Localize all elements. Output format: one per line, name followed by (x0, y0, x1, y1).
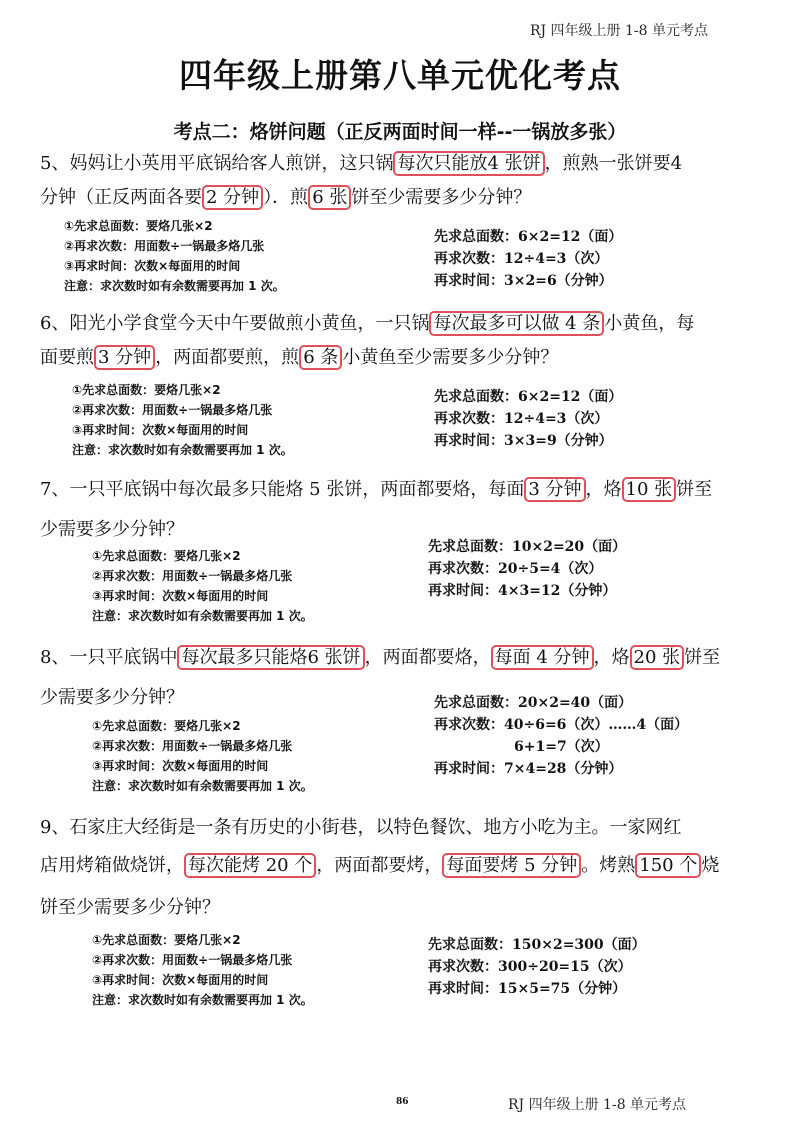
footer-caption: RJ 四年级上册 1-8 单元考点 (508, 1097, 687, 1113)
highlight-box: 3 分钟 (524, 477, 585, 502)
q5-answer: 先求总面数：6×2=12（面） 再求次数：12÷4=3（次） 再求时间：3×2=6（分钟） (434, 229, 623, 289)
page-number: 86 (396, 1097, 409, 1107)
q7-steps: ①先求总面数：要烙几张×2 ②再求次数：用面数÷一锅最多烙几张 ③再求时间：次数×每面用的时间 注意：求次数时如有余数需要再加 1 次。 (92, 549, 313, 623)
q9-answer: 先求总面数：150×2=300（面） 再求次数：300÷20=15（次） 再求时间：15×5=75（分钟） (428, 937, 646, 997)
page-title: 四年级上册第八单元优化考点 (179, 56, 621, 95)
highlight-box: 每次只能放4 张饼 (393, 151, 544, 176)
q6-steps: ①先求总面数：要烙几张×2 ②再求次数：用面数÷一锅最多烙几张 ③再求时间：次数×每面用的时间 注意：求次数时如有余数需要再加 1 次。 (72, 383, 293, 457)
q8-line1: 8、一只平底锅中 每次最多只能烙6 张饼 ，两面都要烙， 每面 4 分钟 ，烙 20 张 饼至 (40, 647, 721, 668)
q6-line1: 6、阳光小学食堂今天中午要做煎小黄鱼，一只锅 每次最多可以做 4 条 小黄鱼，每 (40, 313, 695, 334)
q7-line1: 7、一只平底锅中每次最多只能烙 5 张饼，两面都要烙，每面 3 分钟 ，烙 10 张 饼至 (40, 479, 713, 500)
highlight-box: 3 分钟 (94, 345, 155, 370)
q5-steps: ①先求总面数：要烙几张×2 ②再求次数：用面数÷一锅最多烙几张 ③再求时间：次数×每面用的时间 注意：求次数时如有余数需要再加 1 次。 (64, 219, 285, 293)
q9-line3: 饼至少需要多少分钟？ (40, 897, 220, 918)
q8-line2: 少需要多少分钟？ (40, 687, 184, 708)
q7-line2: 少需要多少分钟？ (40, 519, 184, 540)
highlight-box: 2 分钟 (202, 185, 263, 210)
highlight-box: 每面要烤 5 分钟 (442, 853, 581, 878)
q6-answer: 先求总面数：6×2=12（面） 再求次数：12÷4=3（次） 再求时间：3×3=9（分钟） (434, 389, 623, 449)
highlight-box: 每次能烤 20 个 (184, 853, 316, 878)
q8-answer: 先求总面数：20×2=40（面） 再求次数：40÷6=6（次）……4（面） 6+1=7（次） 再求时间：7×4=28（分钟） (434, 695, 689, 777)
highlight-box: 6 条 (299, 345, 342, 370)
q6-line2: 面要煎 3 分钟 ，两面都要煎，煎 6 条 小黄鱼至少需要多少分钟？ (40, 347, 559, 368)
q9-line2: 店用烤箱做烧饼， 每次能烤 20 个 ，两面都要烤， 每面要烤 5 分钟 。烤熟 150 个 烧 (40, 855, 720, 876)
highlight-box: 20 张 (630, 645, 685, 670)
q8-steps: ①先求总面数：要烙几张×2 ②再求次数：用面数÷一锅最多烙几张 ③再求时间：次数×每面用的时间 注意：求次数时如有余数需要再加 1 次。 (92, 719, 313, 793)
q5-line2: 分钟（正反两面各要 2 分钟 ）．煎 6 张 饼至少需要多少分钟？ (40, 187, 532, 208)
highlight-box: 6 张 (308, 185, 351, 210)
section-subtitle: 考点二：烙饼问题（正反两面时间一样--一锅放多张） (173, 121, 627, 143)
highlight-box: 10 张 (622, 477, 677, 502)
highlight-box: 每次最多可以做 4 条 (429, 311, 604, 336)
header-caption: RJ 四年级上册 1-8 单元考点 (529, 23, 708, 39)
q9-line1: 9、石家庄大经街是一条有历史的小街巷，以特色餐饮、地方小吃为主。一家网红 (40, 817, 682, 838)
highlight-box: 150 个 (635, 853, 701, 878)
q5-line1: 5、妈妈让小英用平底锅给客人煎饼，这只锅 每次只能放4 张饼 ，煎熟一张饼要4 (40, 153, 683, 174)
highlight-box: 每面 4 分钟 (491, 645, 594, 670)
highlight-box: 每次最多只能烙6 张饼 (177, 645, 364, 670)
q7-answer: 先求总面数：10×2=20（面） 再求次数：20÷5=4（次） 再求时间：4×3=12（分钟） (428, 539, 627, 599)
q9-steps: ①先求总面数：要烙几张×2 ②再求次数：用面数÷一锅最多烙几张 ③再求时间：次数×每面用的时间 注意：求次数时如有余数需要再加 1 次。 (92, 933, 313, 1007)
